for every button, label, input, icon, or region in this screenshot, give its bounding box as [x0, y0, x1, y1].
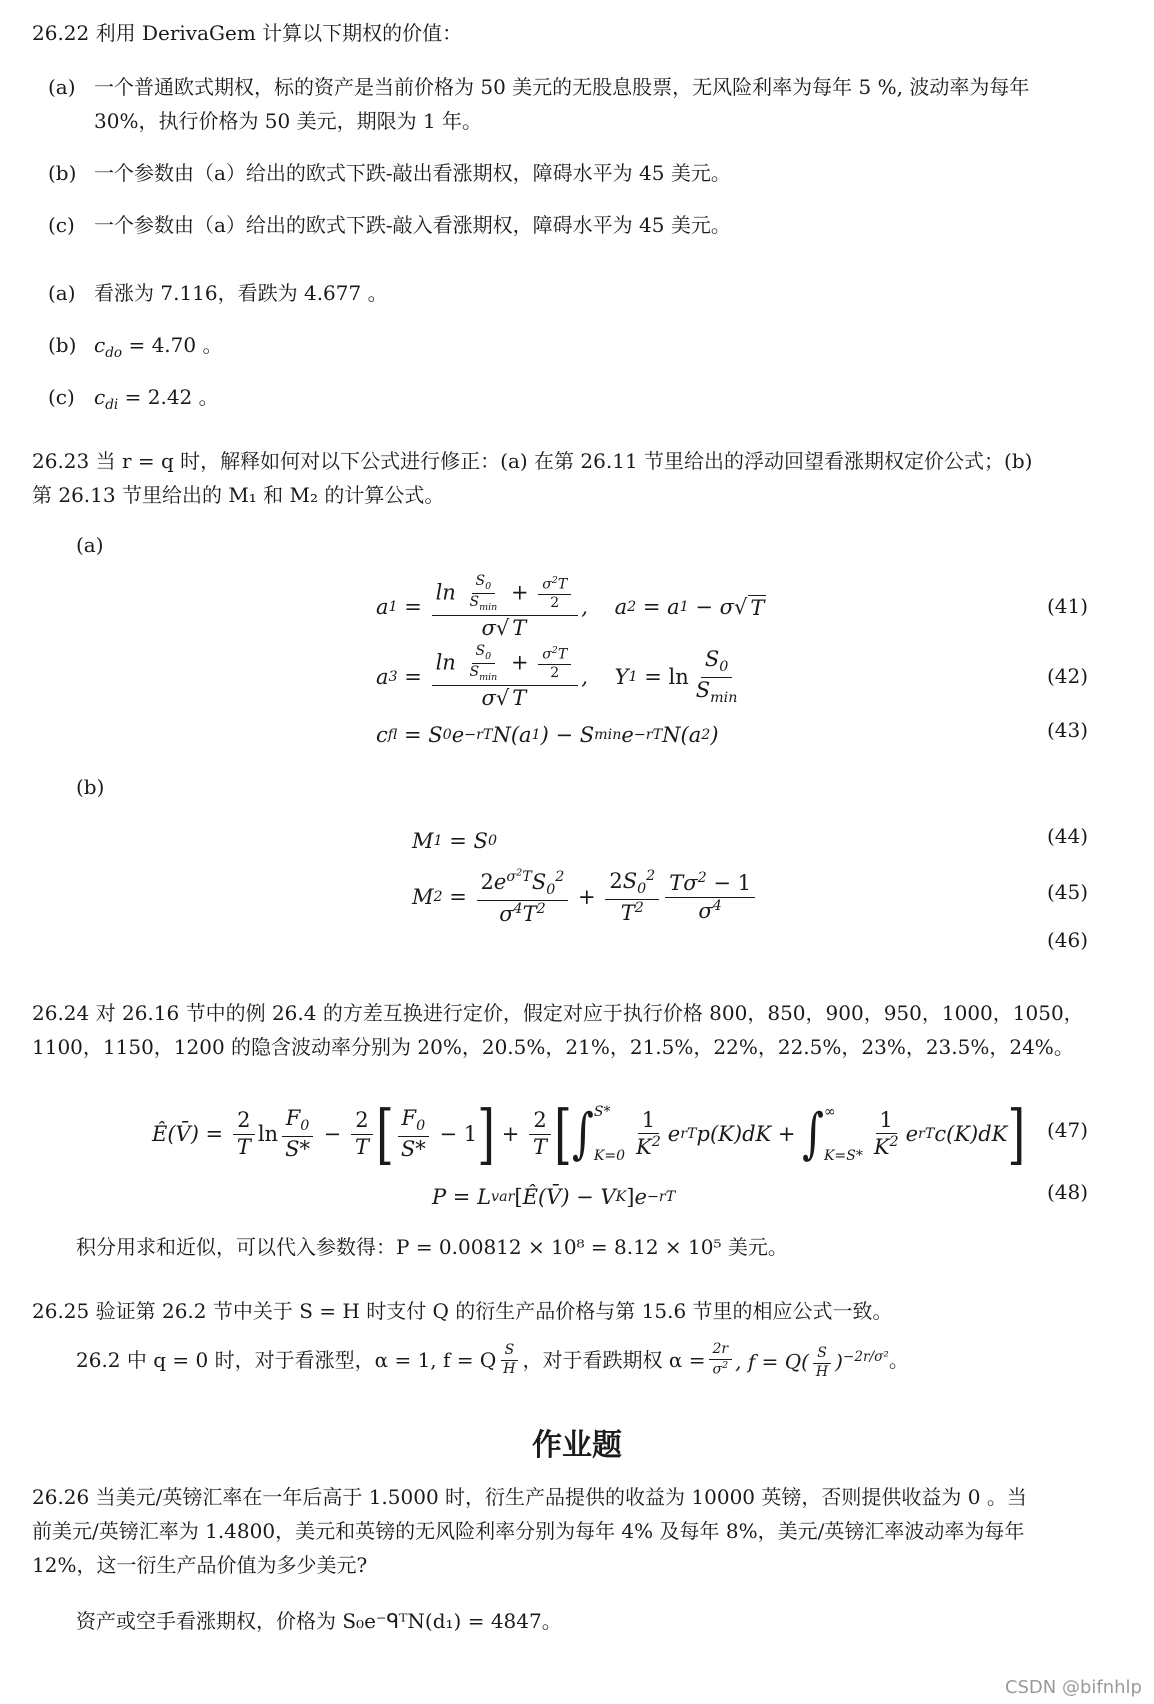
item-text: 看涨为 7.116，看跌为 4.677 。: [94, 281, 388, 305]
item-text: 一个参数由（a）给出的欧式下跌-敲入看涨期权，障碍水平为 45 美元。: [94, 213, 731, 237]
equation-45: M 2 = $\frac{2e^{\sigma^2T}S_0^2}{\sigma^4T^2}$ + $\frac{2S_0^2}{T^2}$ $\frac{T\sigma^2 - 1}{\sigma^4}$: [412, 866, 758, 928]
fraction-2r-over-sigma2: $\frac{2r}{\sigma^2}$: [709, 1342, 733, 1377]
equation-42: a 3 = ln $\frac{S_0}{S_{min}}$ + $\frac{\sigma^2T}{2}$ σ√ T , Y 1 = ln $\frac{S_0}{S_{min}}$: [376, 643, 738, 710]
math-c-di: $c_{di}$: [94, 385, 119, 413]
q2622-answer-b: [48, 328, 222, 370]
q2624-result: 积分用求和近似，可以代入参数得：P = 0.00812 × 10⁸ = 8.12 × 10⁵ 美元。: [76, 1235, 788, 1259]
q2626-line1: 26.26 当美元/英镑汇率在一年后高于 1.5000 时，衍生产品提供的收益为 10000 英镑，否则提供收益为 0 。当: [32, 1485, 1027, 1509]
q2624-line2: 1100，1150，1200 的隐含波动率分别为 20%，20.5%，21%，21.5%，22%，22.5%，23%，23.5%，24%。: [32, 1035, 1074, 1059]
q2625-answer: [76, 1340, 909, 1380]
item-text: = 4.70 。: [122, 333, 223, 357]
q2622-answer-a: [48, 276, 388, 310]
q2626-line2: 前美元/英镑汇率为 1.4800，美元和英镑的无风险利率分别为每年 4% 及每年 8%，美元/英镑汇率波动率为每年: [32, 1519, 1025, 1543]
fraction-s-over-h: $\frac{S}{H}$: [499, 1343, 519, 1377]
q2623-line1: 26.23 当 r = q 时，解释如何对以下公式进行修正：(a) 在第 26.11 节里给出的浮动回望看涨期权定价公式；(b): [32, 449, 1033, 473]
answer-prefix: 26.2 中 q = 0 时，对于看涨型，α = 1, f = Q: [76, 1348, 497, 1373]
answer-mid: ，对于看跌期权 α =: [522, 1348, 706, 1373]
item-label: (b): [48, 333, 77, 357]
equation-number: (45): [1046, 880, 1088, 904]
item-text: 一个参数由（a）给出的欧式下跌-敲出看涨期权，障碍水平为 45 美元。: [94, 161, 731, 185]
math-c-do: $c_{do}$: [94, 333, 123, 361]
equation-number: (44): [1046, 824, 1088, 848]
item-text: 一个普通欧式期权，标的资产是当前价格为 50 美元的无股息股票，无风险利率为每年 5 %, 波动率为每年: [94, 75, 1030, 99]
equation-number: (42): [1046, 664, 1088, 688]
item-label: (b): [48, 161, 77, 185]
item-label: (a): [48, 281, 76, 305]
equation-number: (47): [1046, 1118, 1088, 1142]
q2623-label-b: (b): [76, 775, 105, 799]
equation-number: (48): [1046, 1180, 1088, 1204]
q2626-line3: 12%，这一衍生产品价值为多少美元?: [32, 1553, 368, 1577]
q2622-item-c: [48, 208, 731, 242]
equation-number: (46): [1046, 928, 1088, 952]
equation-44: M 1 = S 0: [412, 829, 498, 853]
watermark: CSDN @bifnhlp: [1004, 1677, 1142, 1698]
math-f-put: , f = Q( $\frac{S}{H}$ )$^{-2r/\sigma^2}$: [735, 1345, 889, 1380]
equation-41: a 1 = ln $\frac{S_0}{S_{min}}$ + $\frac{\sigma^2T}{2}$ σ√ T , a 2 = a 1 − σ √ T: [376, 573, 765, 640]
equation-43: c fl = S 0 e −rT N(a 1 ) − S min e −rT N(a 2 ): [376, 723, 719, 747]
q2623-line2: 第 26.13 节里给出的 M₁ 和 M₂ 的计算公式。: [32, 483, 445, 507]
equation-47: Ê(V̄) = $\frac{2}{T}$ ln $\frac{F_0}{S*}$ − $\frac{2}{T}$ [ $\frac{F_0}{S*}$ − 1 ] + $\frac{2}{T}$ [ ∫ S* K=0 $\frac{1}{K^2}$ e rT p(K)dK + ∫ ∞ K=S* $\frac{1}{K^2}$ e rT c(K)dK ]: [152, 1096, 1026, 1172]
q2626-answer: 资产或空手看涨期权，价格为 S₀e⁻ᑫᵀN(d₁) = 4847。: [76, 1609, 562, 1633]
item-label: (c): [48, 385, 75, 409]
q2622-item-a-cont: 30%，执行价格为 50 美元，期限为 1 年。: [94, 109, 483, 133]
q2622-item-b: [48, 156, 731, 190]
section-title: 作业题: [532, 1428, 622, 1463]
item-label: (a): [48, 75, 76, 99]
equation-48: P = L var [ Ê(V̄) − V K ] e −rT: [432, 1185, 676, 1209]
equation-number: (41): [1046, 594, 1088, 618]
answer-end: 。: [888, 1348, 909, 1373]
q2624-line1: 26.24 对 26.16 节中的例 26.4 的方差互换进行定价，假定对应于执行价格 800，850，900，950，1000，1050，: [32, 1001, 1084, 1025]
q2622-answer-c: [48, 380, 219, 422]
item-text: = 2.42 。: [118, 385, 219, 409]
q2622-title: 26.22 利用 DerivaGem 计算以下期权的价值：: [32, 21, 463, 45]
q2623-label-a: (a): [76, 533, 104, 557]
q2622-item-a: [48, 70, 1029, 104]
item-label: (c): [48, 213, 75, 237]
q2625-line1: 26.25 验证第 26.2 节中关于 S = H 时支付 Q 的衍生产品价格与第 15.6 节里的相应公式一致。: [32, 1299, 893, 1323]
equation-number: (43): [1046, 718, 1088, 742]
